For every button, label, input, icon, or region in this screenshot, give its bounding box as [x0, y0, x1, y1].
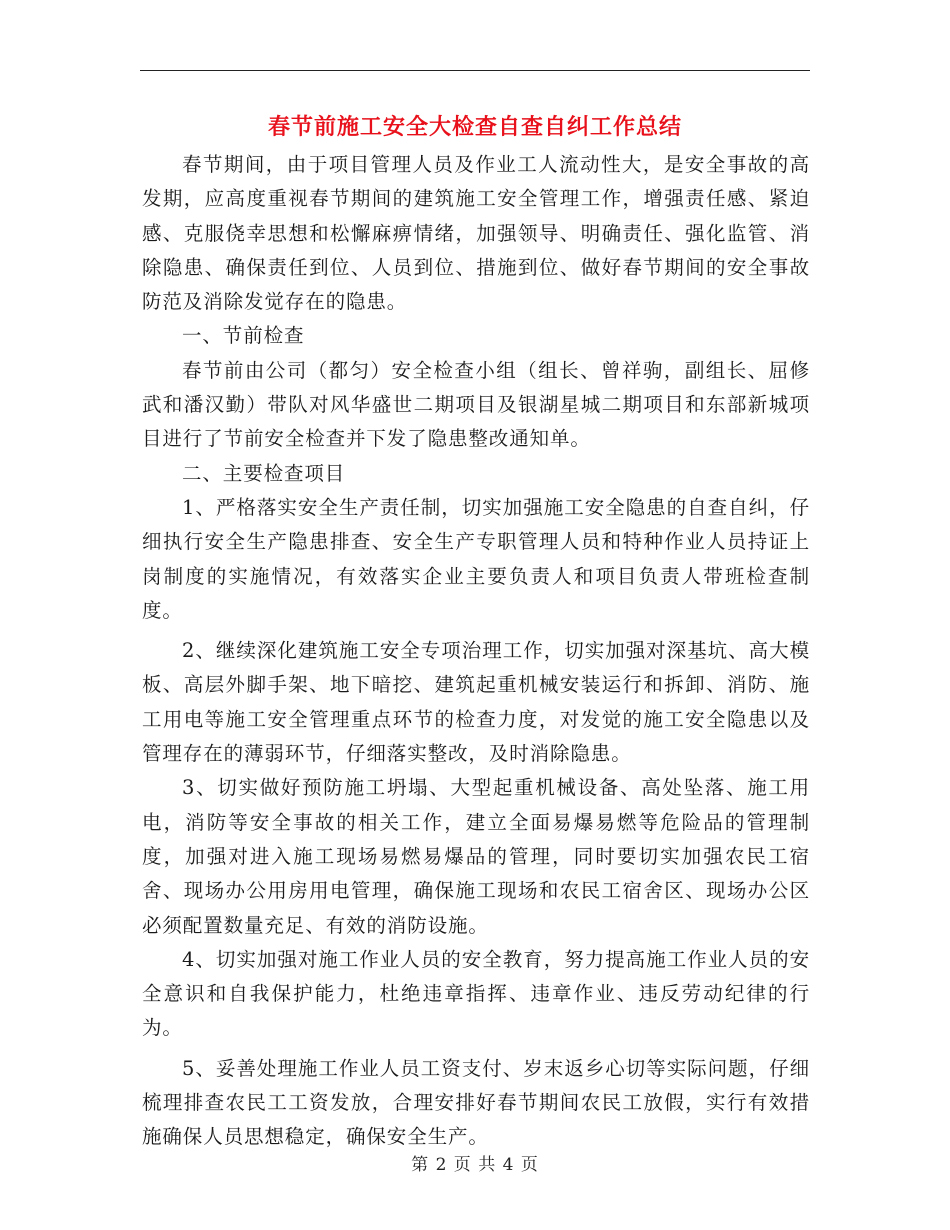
- document-title: 春节前施工安全大检查自查自纠工作总结: [267, 114, 682, 140]
- page-number: 第 2 页 共 4 页: [411, 1155, 539, 1175]
- section-heading-main-items: 二、主要检查项目: [182, 461, 346, 485]
- paragraph-item-2: 2、继续深化建筑施工安全专项治理工作，切实加强对深基坑、高大模板、高层外脚手架、地下暗挖、建筑起重机械安装运行和拆卸、消防、施工用电等施工安全管理重点环节的检查力度，对发觉的施工安全隐患以及管理存在的薄弱环节，仔细落实整改，及时消除隐患。: [142, 639, 810, 766]
- paragraph-item-5: 5、妥善处理施工作业人员工资支付、岁末返乡心切等实际问题，仔细梳理排查农民工工资发放，合理安排好春节期间农民工放假，实行有效措施确保人员思想稳定，确保安全生产。: [142, 1056, 810, 1149]
- paragraph-item-1: 1、严格落实安全生产责任制，切实加强施工安全隐患的自查自纠，仔细执行安全生产隐患排查、安全生产专职管理人员和特种作业人员持证上岗制度的实施情况，有效落实企业主要负责人和项目负责人带班检查制度。: [142, 495, 810, 622]
- paragraph-item-3: 3、切实做好预防施工坍塌、大型起重机械设备、高处坠落、施工用电，消防等安全事故的相关工作，建立全面易爆易燃等危险品的管理制度，加强对进入施工现场易燃易爆品的管理，同时要切实加强农民工宿舍、现场办公用房用电管理，确保施工现场和农民工宿舍区、现场办公区必须配置数量充足、有效的消防设施。: [142, 776, 810, 937]
- header-rule: [140, 70, 810, 71]
- document-body: [142, 148, 810, 1155]
- paragraph-inspection-team: 春节前由公司（都匀）安全检查小组（组长、曾祥驹，副组长、屈修武和潘汉勤）带队对风华盛世二期项目及银湖星城二期项目和东部新城项目进行了节前安全检查并下发了隐患整改通知单。: [142, 358, 810, 451]
- section-heading-pre-holiday-inspection: 一、节前检查: [182, 324, 305, 348]
- paragraph-item-4: 4、切实加强对施工作业人员的安全教育，努力提高施工作业人员的安全意识和自我保护能力，杜绝违章指挥、违章作业、违反劳动纪律的行为。: [142, 947, 810, 1040]
- page-footer: [0, 1153, 950, 1177]
- paragraph-intro: 春节期间，由于项目管理人员及作业工人流动性大，是安全事故的高发期，应高度重视春节期间的建筑施工安全管理工作，增强责任感、紧迫感、克服侥幸思想和松懈麻痹情绪，加强领导、明确责任、强化监管、消除隐患、确保责任到位、人员到位、措施到位、做好春节期间的安全事故防范及消除发觉存在的隐患。: [142, 153, 810, 314]
